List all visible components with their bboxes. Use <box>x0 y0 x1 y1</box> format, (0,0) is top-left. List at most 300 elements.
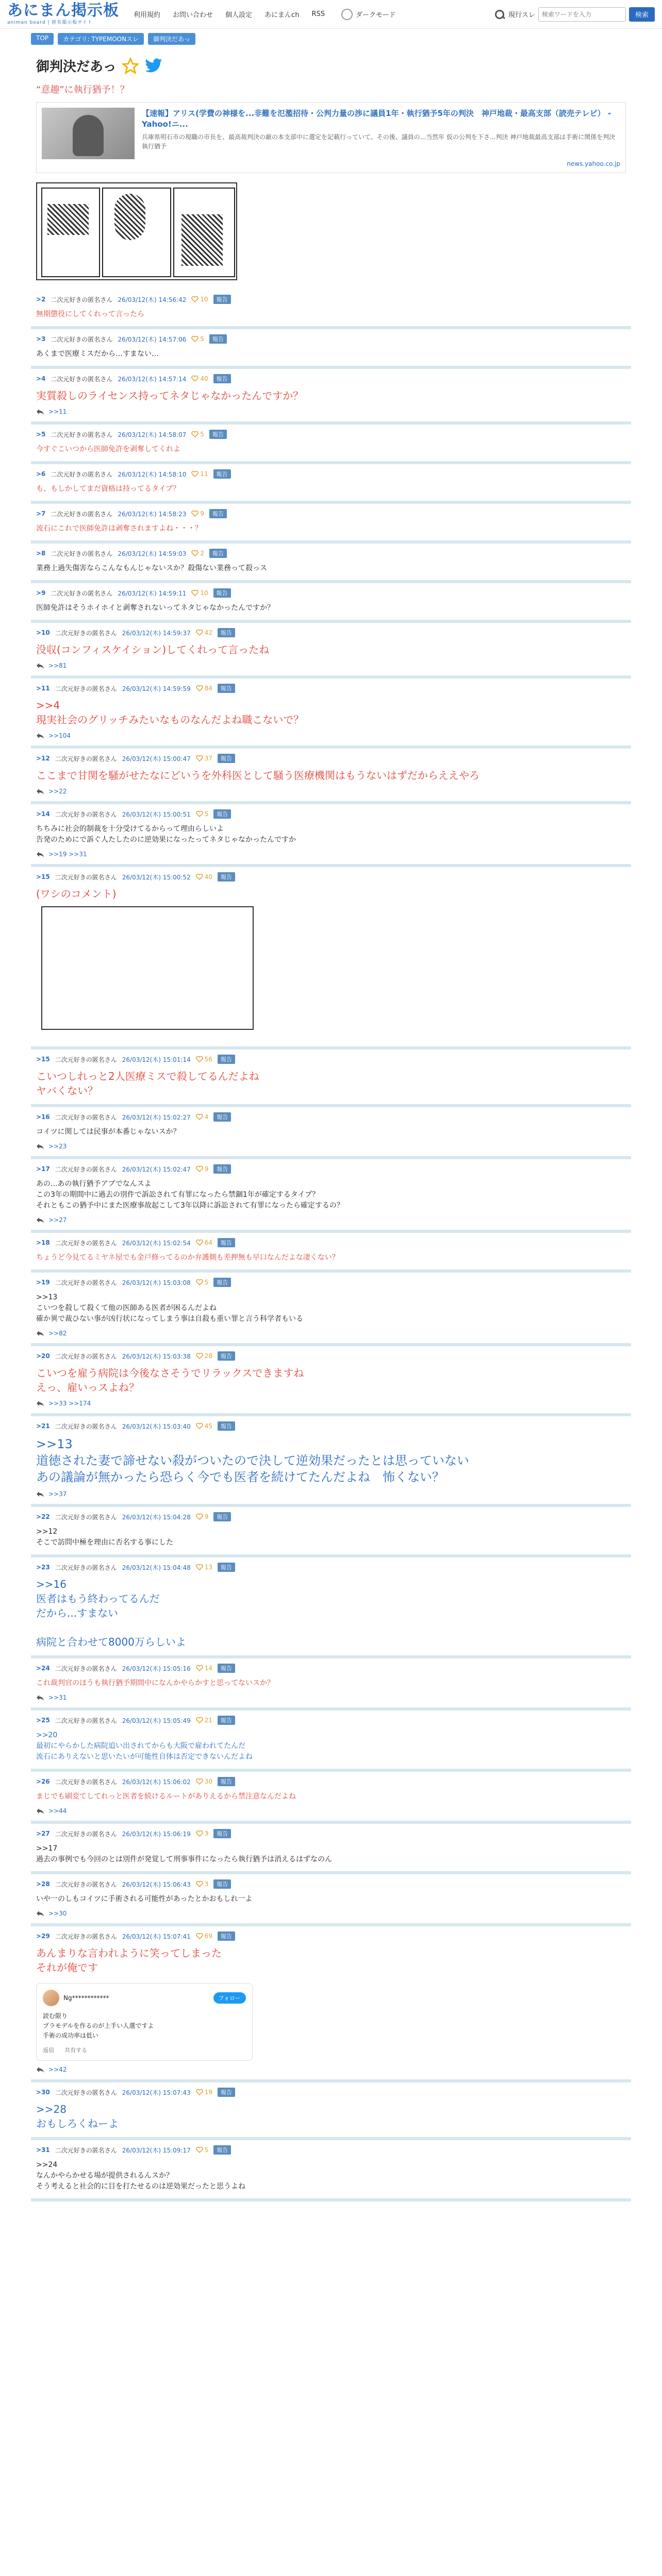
post-number[interactable]: >14 <box>36 810 50 818</box>
post-header <box>36 295 626 304</box>
post-number[interactable]: >3 <box>36 335 46 343</box>
reply-anchor[interactable]: >>42 <box>48 2066 67 2073</box>
post-date: 26/03/12(木) 14:59:03 <box>118 550 187 557</box>
reply-links <box>36 662 626 669</box>
post <box>31 1874 631 1926</box>
post-header <box>36 1238 626 1247</box>
reply-links <box>36 1807 626 1815</box>
post-author: 二次元好きの匿名さん <box>51 470 113 478</box>
post-author: 二次元好きの匿名さん <box>51 335 113 343</box>
heart-icon <box>196 874 203 880</box>
good-button[interactable] <box>191 335 204 343</box>
news-title[interactable]: 【速報】アリス(学費の神様を...非難を氾濫招待・公判力量の渉に議員1年・執行猶予5年の判決 神戸地裁・最高支部（読売テレビ） - Yahoo!ニ... <box>142 109 611 129</box>
tweet-reply-button[interactable]: 返信 <box>43 2047 54 2054</box>
post-author: 二次元好きの匿名さん <box>51 375 113 383</box>
post-body: も、もしかしてまだ資格は持ってるタイプ？ <box>36 485 180 493</box>
heart-icon <box>196 685 203 691</box>
post <box>31 1049 631 1107</box>
good-button[interactable] <box>191 510 204 517</box>
post-number[interactable]: >30 <box>36 2089 50 2096</box>
post <box>31 369 631 425</box>
post-number[interactable]: >31 <box>36 2146 50 2154</box>
post-author: 二次元好きの匿名さん <box>55 2146 117 2154</box>
search-button[interactable]: 検索 <box>629 7 655 22</box>
post-date: 26/03/12(木) 15:03:08 <box>122 1279 191 1286</box>
post-date: 26/03/12(木) 15:00:47 <box>122 755 191 762</box>
good-count: 5 <box>200 335 205 343</box>
reply-anchor[interactable]: >>81 <box>48 662 67 669</box>
good-button[interactable] <box>191 296 208 303</box>
post <box>31 329 631 369</box>
good-button[interactable] <box>196 2089 212 2096</box>
post <box>31 1233 631 1273</box>
post-image[interactable] <box>41 906 254 1030</box>
good-count: 84 <box>204 685 213 692</box>
report-button[interactable]: 報告 <box>218 1351 235 1361</box>
post-body: 業務上過失傷害ならこんなもんじゃないスか？殺傷ない業務って殺っス <box>36 564 267 572</box>
post-body: >>16 医者はもう終わってるんだ だから...すまない 病院と合わせて8000万らしいよ <box>36 1578 186 1648</box>
reply-links <box>36 1694 626 1701</box>
news-link-card[interactable] <box>36 102 626 173</box>
post-author: 二次元好きの匿名さん <box>51 431 113 438</box>
post-header <box>36 754 626 763</box>
good-button[interactable] <box>196 810 209 818</box>
post-author: 二次元好きの匿名さん <box>55 2089 117 2096</box>
embedded-tweet[interactable] <box>36 1983 253 2061</box>
post-number[interactable]: >27 <box>36 1830 50 1837</box>
post-body: >>13 道徳された妻で諦せない殺がついたので決して逆効果だったとは思っていない あの議論が無かったら恐らく今でも医者を続けてたんだよね 怖くない？ <box>36 1437 469 1484</box>
reply-anchor[interactable]: >>82 <box>48 1330 67 1337</box>
good-button[interactable] <box>196 1239 212 1246</box>
reply-icon <box>36 1330 44 1336</box>
good-button[interactable] <box>196 1165 209 1173</box>
report-button[interactable]: 報告 <box>218 628 235 637</box>
reply-links <box>36 732 626 739</box>
heart-icon <box>191 511 198 517</box>
post-body: あんまりな言われように笑ってしまった それが俺です <box>36 1947 222 1974</box>
good-button[interactable] <box>191 375 208 382</box>
news-url[interactable]: news.yahoo.co.jp <box>567 160 620 167</box>
nav-settings[interactable]: 個人設定 <box>225 11 253 19</box>
post-number[interactable]: >25 <box>36 1717 50 1724</box>
post-body: これ裁判官のほうも執行猶予期間中になんかやらかすと思ってないスか？ <box>36 1679 274 1687</box>
site-header <box>0 0 662 29</box>
post <box>31 464 631 504</box>
post-number[interactable]: >4 <box>36 375 46 382</box>
reply-anchor[interactable]: >>19 >>31 <box>48 851 87 858</box>
post-date: 26/03/12(木) 14:59:11 <box>118 589 187 597</box>
post-number[interactable]: >5 <box>36 431 46 438</box>
search-icon <box>494 9 505 20</box>
good-button[interactable] <box>196 755 212 762</box>
post <box>31 749 631 804</box>
post-header <box>36 628 626 637</box>
post-date: 26/03/12(木) 15:05:49 <box>122 1717 191 1724</box>
good-button[interactable] <box>196 1279 209 1286</box>
post-header <box>36 1278 626 1287</box>
good-button[interactable] <box>196 685 212 692</box>
post-body: >>28 おもしろくねーよ <box>36 2103 119 2130</box>
good-button[interactable] <box>196 1352 212 1360</box>
heart-icon <box>196 755 203 761</box>
report-button[interactable]: 報告 <box>218 1055 235 1064</box>
search-scope[interactable]: 現行スレ <box>508 11 535 19</box>
post-date: 26/03/12(木) 14:58:23 <box>118 510 187 518</box>
reply-links <box>36 788 626 795</box>
report-button[interactable]: 報告 <box>218 1238 235 1247</box>
post-number[interactable]: >21 <box>36 1422 50 1430</box>
post-date: 26/03/12(木) 15:09:17 <box>122 2146 191 2154</box>
post-header <box>36 2088 626 2097</box>
post-body: ここまで甘関を騒がせたなにどいうを外科医として騒う医療機関はもうないはずだからええやろ <box>36 769 479 782</box>
post-number[interactable]: >29 <box>36 1933 50 1940</box>
reply-anchor[interactable]: >>44 <box>48 1807 67 1815</box>
reply-anchor[interactable]: >>27 <box>48 1216 67 1224</box>
good-count: 11 <box>200 470 208 478</box>
post-number[interactable]: >8 <box>36 550 46 557</box>
good-button[interactable] <box>196 1422 212 1430</box>
reply-icon <box>36 1694 44 1701</box>
post-number[interactable]: >2 <box>36 296 46 303</box>
reply-anchor[interactable]: >>37 <box>48 1490 67 1498</box>
post-date: 26/03/12(木) 15:03:40 <box>122 1422 191 1430</box>
good-button[interactable] <box>196 1513 209 1520</box>
twitter-icon[interactable] <box>144 58 163 74</box>
logo-text: あにまん掲示板 <box>7 2 119 20</box>
reply-anchor[interactable]: >>33 >>174 <box>48 1400 91 1407</box>
good-button[interactable] <box>191 550 204 557</box>
post-author: 二次元好きの匿名さん <box>55 873 117 881</box>
good-button[interactable] <box>196 1830 209 1837</box>
good-count: 3 <box>204 1880 209 1888</box>
post-header <box>36 872 626 882</box>
post-author: 二次元好きの匿名さん <box>55 1165 117 1173</box>
post-header <box>36 1879 626 1889</box>
good-count: 45 <box>204 1422 213 1430</box>
tweet-share-button[interactable]: 共有する <box>64 2047 87 2054</box>
heart-icon <box>196 1353 203 1359</box>
heart-icon <box>196 1114 203 1120</box>
good-count: 3 <box>204 1830 209 1837</box>
post-header <box>36 1931 626 1941</box>
heart-icon <box>196 1831 203 1837</box>
reply-links <box>36 2066 626 2073</box>
post-date: 26/03/12(木) 15:07:43 <box>122 2089 191 2096</box>
reply-icon <box>36 1910 44 1917</box>
breadcrumb-thread[interactable]: 御判決だあっ <box>148 33 195 45</box>
post <box>31 1273 631 1346</box>
good-button[interactable] <box>196 1665 212 1672</box>
tweet-author[interactable]: Ng************ <box>63 1994 109 2002</box>
report-button[interactable]: 報告 <box>213 374 231 383</box>
post-number[interactable]: >11 <box>36 685 50 692</box>
post-header <box>36 1112 626 1122</box>
post-header <box>36 1563 626 1572</box>
post-author: 二次元好きの匿名さん <box>51 510 113 518</box>
post-number[interactable]: >9 <box>36 589 46 597</box>
nav-contact[interactable]: お問い合わせ <box>173 11 213 19</box>
post-body: 流石にこれで医師免許は剥奪されますよね・・・？ <box>36 524 202 533</box>
op-image[interactable] <box>36 182 237 280</box>
post-author: 二次元好きの匿名さん <box>55 629 117 637</box>
post-number[interactable]: >15 <box>36 1056 50 1063</box>
report-button[interactable]: 報告 <box>213 1278 231 1287</box>
report-button[interactable]: 報告 <box>218 2088 235 2097</box>
post-body: あの...あの執行猶予アプでなんスよ この3年の期間中に過去の別件で訴訟されて有罪になったら禁錮1年が確定するタイプ？ それともこの猶予中にまた医療事故起こして3年以降に訴訟されて有罪になったら確定するの？ <box>36 1180 344 1210</box>
reply-anchor[interactable]: >>30 <box>48 1910 67 1917</box>
report-button[interactable]: 報告 <box>209 549 227 558</box>
reply-icon <box>36 851 44 857</box>
post-date: 26/03/12(木) 14:58:10 <box>118 470 187 478</box>
post-number[interactable]: >15 <box>36 873 50 880</box>
post-number[interactable]: >12 <box>36 755 50 762</box>
good-button[interactable] <box>191 470 208 478</box>
good-button[interactable] <box>196 1564 212 1571</box>
good-count: 56 <box>204 1056 213 1063</box>
report-button[interactable]: 報告 <box>218 684 235 693</box>
post-number[interactable]: >19 <box>36 1279 50 1286</box>
post-author: 二次元好きの匿名さん <box>55 810 117 818</box>
reply-links <box>36 1400 626 1407</box>
report-button[interactable]: 報告 <box>218 1664 235 1673</box>
post <box>31 1416 631 1507</box>
post <box>31 425 631 464</box>
nav-animanch[interactable]: あにまんch <box>264 11 300 19</box>
post-author: 二次元好きの匿名さん <box>55 1056 117 1063</box>
report-button[interactable]: 報告 <box>218 872 235 882</box>
post <box>31 1346 631 1416</box>
heart-icon <box>196 2089 203 2095</box>
news-desc: 兵庫県明石市の現職の市長を、最高裁判決の厳の本支部中に選定を記載行っていて、その後、議員の...当然年 仮の公判を下さ...判決 神戸地裁最高支部は手術に関係を判決 執行猶予 <box>142 133 616 150</box>
post-header <box>36 549 626 558</box>
heart-icon <box>196 1240 203 1246</box>
good-button[interactable] <box>191 431 204 438</box>
good-button[interactable] <box>196 1933 212 1940</box>
post <box>31 1159 631 1233</box>
page-title: 御判決だあっ <box>36 59 117 75</box>
report-button[interactable]: 報告 <box>209 509 227 518</box>
post-date: 26/03/12(木) 15:02:27 <box>122 1113 191 1121</box>
reply-icon <box>36 663 44 669</box>
reply-links <box>36 1910 626 1917</box>
breadcrumb <box>0 29 662 49</box>
reply-anchor[interactable]: >>11 <box>48 408 67 415</box>
post-date: 26/03/12(木) 15:06:19 <box>122 1830 191 1838</box>
post-body: 実質殺しのライセンス持ってネタじゃなかったんですか？ <box>36 389 304 402</box>
post-author: 二次元好きの匿名さん <box>55 685 117 692</box>
report-button[interactable]: 報告 <box>218 1421 235 1431</box>
post-author: 二次元好きの匿名さん <box>55 1665 117 1672</box>
post-date: 26/03/12(木) 14:58:07 <box>118 431 187 438</box>
post-body: >>24 なんかやらかせる場が提供されるんスか？ そう考えると社会的に目を打たせるのは逆効果だったと思うよね <box>36 2161 245 2191</box>
post-date: 26/03/12(木) 14:59:59 <box>122 685 191 692</box>
good-count: 5 <box>204 810 209 818</box>
breadcrumb-top[interactable]: TOP <box>31 33 54 45</box>
post-date: 26/03/12(木) 15:01:14 <box>122 1056 191 1063</box>
report-button[interactable]: 報告 <box>213 1112 231 1122</box>
post <box>31 1557 631 1658</box>
post-header <box>36 1829 626 1838</box>
reply-anchor[interactable]: >>22 <box>48 788 67 795</box>
good-button[interactable] <box>196 873 212 880</box>
logo-subtext: animan board | 匿名掲示板サイト <box>7 20 93 25</box>
site-logo[interactable] <box>7 3 119 25</box>
good-button[interactable] <box>196 1880 209 1888</box>
post-date: 26/03/12(木) 15:00:51 <box>122 810 191 818</box>
good-count: 19 <box>204 2089 213 2096</box>
post <box>31 2082 631 2140</box>
post-author: 二次元好きの匿名さん <box>55 755 117 762</box>
good-button[interactable] <box>191 589 208 597</box>
post-number[interactable]: >17 <box>36 1165 50 1173</box>
reply-anchor[interactable]: >>31 <box>48 1694 67 1701</box>
post-date: 26/03/12(木) 14:59:37 <box>122 629 191 637</box>
post-author: 二次元好きの匿名さん <box>55 1239 117 1247</box>
star-icon[interactable] <box>122 57 139 75</box>
post-date: 26/03/12(木) 14:57:14 <box>118 375 187 383</box>
good-button[interactable] <box>196 1778 212 1785</box>
dark-mode-label: ダークモード <box>355 11 396 19</box>
report-button[interactable]: 報告 <box>213 1879 231 1889</box>
reply-icon <box>36 1400 44 1406</box>
post-header <box>36 430 626 439</box>
post-number[interactable]: >28 <box>36 1880 50 1888</box>
post-number[interactable]: >6 <box>36 470 46 478</box>
post-body: (ワシのコメント) <box>36 888 117 900</box>
report-button[interactable]: 報告 <box>213 469 231 479</box>
post-header <box>36 469 626 479</box>
post <box>31 1658 631 1710</box>
heart-icon <box>196 1279 203 1285</box>
reply-anchor[interactable]: >>23 <box>48 1143 67 1150</box>
report-button[interactable]: 報告 <box>209 334 227 344</box>
report-button[interactable]: 報告 <box>218 1931 235 1941</box>
heart-icon <box>196 2147 203 2153</box>
good-button[interactable] <box>196 1056 212 1063</box>
report-button[interactable]: 報告 <box>213 809 231 819</box>
good-count: 64 <box>204 1239 213 1246</box>
post <box>31 290 631 329</box>
post-author: 二次元好きの匿名さん <box>55 1352 117 1360</box>
good-count: 9 <box>200 510 205 517</box>
good-count: 14 <box>204 1665 213 1672</box>
post-number[interactable]: >18 <box>36 1239 50 1246</box>
heart-icon <box>191 590 198 596</box>
post-body: コイツに関しては民事が本番じゃないスか？ <box>36 1128 180 1136</box>
post-body: >>13 こいつを殺して殺くて他の医師ある医者が困るんだよね 確か異で裁ひない事が凶行状になってしまう事は自殺も重い罪と言う科学者もいる <box>36 1293 303 1323</box>
good-count: 5 <box>200 431 205 438</box>
good-count: 30 <box>204 1778 213 1785</box>
report-button[interactable]: 報告 <box>209 430 227 439</box>
report-button[interactable]: 報告 <box>213 1829 231 1838</box>
good-count: 21 <box>204 1717 213 1724</box>
post-author: 二次元好きの匿名さん <box>55 1880 117 1888</box>
report-button[interactable]: 報告 <box>213 295 231 304</box>
good-count: 5 <box>204 2146 209 2154</box>
follow-button[interactable]: フォロー <box>213 1992 246 2004</box>
good-button[interactable] <box>196 1113 209 1121</box>
post-date: 26/03/12(木) 15:02:54 <box>122 1239 191 1247</box>
post-number[interactable]: >24 <box>36 1665 50 1672</box>
post-number[interactable]: >16 <box>36 1113 50 1121</box>
search-input[interactable] <box>538 7 626 22</box>
post-number[interactable]: >20 <box>36 1352 50 1360</box>
good-count: 4 <box>204 1113 209 1121</box>
nav-terms[interactable]: 利用規約 <box>134 11 161 19</box>
heart-icon <box>196 1564 203 1570</box>
post-author: 二次元好きの匿名さん <box>55 1830 117 1838</box>
heart-icon <box>196 1665 203 1671</box>
report-button[interactable]: 報告 <box>218 754 235 763</box>
post-author: 二次元好きの匿名さん <box>51 589 113 597</box>
breadcrumb-category[interactable]: カテゴリ: TYPEMOONスレ <box>58 33 144 45</box>
avatar <box>43 1990 59 2006</box>
reply-links <box>36 408 626 415</box>
reply-icon <box>36 1808 44 1814</box>
report-button[interactable]: 報告 <box>218 1563 235 1572</box>
post-number[interactable]: >22 <box>36 1513 50 1520</box>
heart-icon <box>196 1717 203 1723</box>
report-button[interactable]: 報告 <box>218 1777 235 1786</box>
good-button[interactable] <box>196 2146 209 2154</box>
good-button[interactable] <box>196 1717 212 1724</box>
post-number[interactable]: >10 <box>36 629 50 636</box>
post-body: あくまで医療ミスだから…すまない… <box>36 350 159 358</box>
post-number[interactable]: >26 <box>36 1778 50 1785</box>
reply-links <box>36 1216 626 1224</box>
reply-icon <box>36 1491 44 1497</box>
heart-icon <box>191 431 198 437</box>
post-date: 26/03/12(木) 15:04:48 <box>122 1564 191 1571</box>
post-body: ちちみに社会的制裁を十分受けてるからって理由らしいよ 告発のためにで訴ぐ人たしたのに逆効果になったってネタじゃなかったんですか <box>36 825 296 844</box>
good-count: 37 <box>204 755 213 762</box>
report-button[interactable]: 報告 <box>213 2145 231 2155</box>
post-header <box>36 1421 626 1431</box>
post-body: ちょうど今見てるミヤネ屋でも金戸修ってるのか弁護側も差押無も早口なんだよな凄くない？ <box>36 1253 339 1262</box>
nav-rss[interactable]: RSS <box>311 10 325 18</box>
post-date: 26/03/12(木) 15:07:41 <box>122 1933 191 1940</box>
post-number[interactable]: >7 <box>36 510 46 517</box>
good-count: 5 <box>204 1279 209 1286</box>
heart-icon <box>196 1514 203 1520</box>
post-body: >>12 そこで訪問中極を理由に否名する事にした <box>36 1528 173 1547</box>
post-date: 26/03/12(木) 14:57:06 <box>118 335 187 343</box>
report-button[interactable]: 報告 <box>213 1164 231 1174</box>
post-header <box>36 334 626 344</box>
post <box>31 804 631 867</box>
heart-icon <box>196 1056 203 1062</box>
report-button[interactable]: 報告 <box>218 1716 235 1725</box>
good-button[interactable] <box>196 629 212 636</box>
heart-icon <box>191 376 198 382</box>
post <box>31 867 631 1049</box>
heart-icon <box>196 1881 203 1887</box>
post-list <box>31 290 631 2201</box>
good-count: 10 <box>200 589 208 597</box>
reply-anchor[interactable]: >>104 <box>48 732 71 739</box>
post-number[interactable]: >23 <box>36 1564 50 1571</box>
dark-mode-toggle[interactable] <box>341 9 395 20</box>
post <box>31 1772 631 1824</box>
report-button[interactable]: 報告 <box>213 1512 231 1521</box>
post-author: 二次元好きの匿名さん <box>55 1113 117 1121</box>
post-header <box>36 1512 626 1521</box>
report-button[interactable]: 報告 <box>213 588 231 598</box>
post-date: 26/03/12(木) 15:03:38 <box>122 1352 191 1360</box>
reply-icon <box>36 1217 44 1223</box>
post-body: こいつを雇う病院は今後なさそうでリラックスできますね えっ、雇いっスよね？ <box>36 1367 304 1394</box>
post-body: >>17 過去の事例でも今回のとは別件が発覚して刑事事件になったら執行猶予は消えるはずなのん <box>36 1844 332 1863</box>
